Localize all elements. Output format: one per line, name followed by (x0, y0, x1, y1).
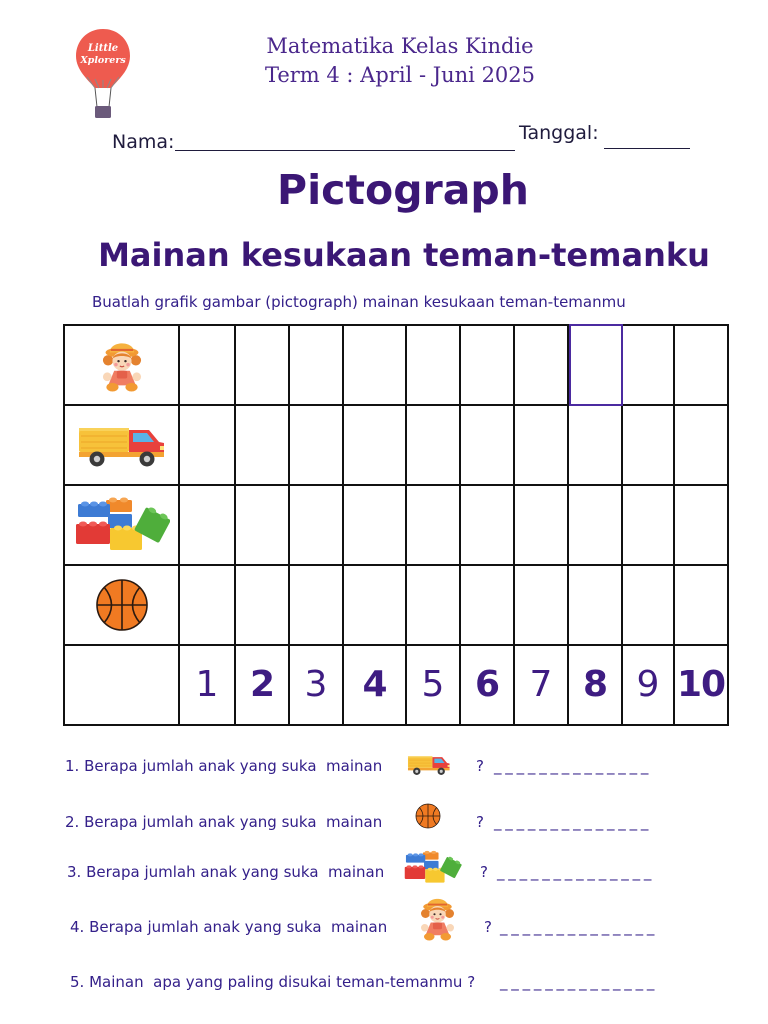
pictograph-grid-body (64, 325, 728, 725)
question-mark: ? (480, 863, 488, 881)
truck-icon (407, 753, 451, 776)
number-cell (460, 645, 514, 725)
tally-cell (568, 405, 622, 485)
column-number: 4 (362, 664, 387, 705)
question-text: 5. Mainan apa yang paling disukai teman-temanmu ? (70, 973, 476, 991)
question-text: 2. Berapa jumlah anak yang suka mainan (65, 813, 383, 831)
logo-text-line2: Xplorers (80, 55, 126, 66)
tally-cell (622, 325, 674, 405)
column-number: 9 (636, 664, 660, 705)
header-course: Matematika Kelas Kindie (266, 34, 534, 58)
question-5 (0, 972, 768, 992)
column-number: 1 (195, 664, 219, 705)
number-cell (289, 645, 343, 725)
question-4 (0, 917, 768, 937)
question-mark: ? (476, 757, 484, 775)
worksheet-header (200, 32, 600, 90)
tally-cell (235, 325, 289, 405)
basketball-icon (95, 578, 149, 632)
number-row-corner-cell (64, 645, 179, 725)
tally-cell (235, 405, 289, 485)
column-number: 8 (582, 664, 608, 705)
column-number: 5 (421, 664, 445, 705)
number-cell (235, 645, 289, 725)
tally-cell (460, 565, 514, 645)
tally-cell (343, 405, 406, 485)
tally-cell (343, 485, 406, 565)
tally-cell (289, 565, 343, 645)
hot-air-balloon-logo (73, 27, 133, 121)
tally-cell (460, 405, 514, 485)
pictograph-row (64, 405, 728, 485)
question-text: 4. Berapa jumlah anak yang suka mainan (70, 918, 388, 936)
tally-cell (514, 485, 568, 565)
question-2 (0, 812, 768, 832)
tally-cell (406, 485, 460, 565)
question-1 (0, 756, 768, 776)
tally-cell (568, 485, 622, 565)
logo-text-line1: Little (87, 43, 119, 54)
tally-cell (622, 405, 674, 485)
number-cell (179, 645, 235, 725)
column-number: 3 (304, 664, 328, 705)
date-blank-line (604, 148, 690, 149)
tally-cell (674, 565, 728, 645)
date-label: Tanggal: (519, 122, 599, 144)
number-cell (674, 645, 728, 725)
page-subtitle: Mainan kesukaan teman-temanku (98, 236, 710, 274)
column-number: 2 (249, 664, 275, 705)
column-number: 6 (474, 664, 500, 705)
tally-cell (179, 565, 235, 645)
answer-blank: ______________ (500, 918, 659, 936)
tally-cell (235, 565, 289, 645)
pictograph-row (64, 565, 728, 645)
answer-blank: ______________ (494, 757, 653, 775)
row-icon-cell (64, 325, 179, 405)
name-label: Nama: (112, 131, 175, 153)
question-text: 3. Berapa jumlah anak yang suka mainan (67, 863, 385, 881)
number-cell (568, 645, 622, 725)
truck-icon (77, 422, 167, 468)
tally-cell (514, 565, 568, 645)
tally-cell (179, 405, 235, 485)
lego-blocks-icon (403, 850, 462, 885)
question-mark: ? (476, 813, 484, 831)
tally-cell (179, 325, 235, 405)
tally-cell (406, 325, 460, 405)
column-number: 10 (676, 664, 726, 705)
tally-cell (460, 325, 514, 405)
question-mark: ? (484, 918, 492, 936)
tally-cell (179, 485, 235, 565)
tally-cell (289, 485, 343, 565)
tally-cell (674, 325, 728, 405)
doll-icon (415, 893, 460, 943)
answer-blank: ______________ (497, 863, 656, 881)
tally-cell (289, 325, 343, 405)
basketball-icon (415, 803, 441, 829)
number-row (64, 645, 728, 725)
tally-cell (622, 565, 674, 645)
number-cell (406, 645, 460, 725)
tally-cell (674, 405, 728, 485)
tally-cell (622, 485, 674, 565)
tally-cell (289, 405, 343, 485)
column-number: 7 (529, 664, 553, 705)
pictograph-row (64, 325, 728, 405)
number-cell (343, 645, 406, 725)
tally-cell (406, 405, 460, 485)
header-term: Term 4 : April - Juni 2025 (264, 63, 536, 87)
answer-blank: ______________ (500, 973, 659, 991)
tally-cell (460, 485, 514, 565)
pictograph-grid (63, 324, 729, 726)
tally-cell (235, 485, 289, 565)
number-cell (622, 645, 674, 725)
answer-blank: ______________ (494, 813, 653, 831)
tally-cell (343, 325, 406, 405)
tally-cell (406, 565, 460, 645)
row-icon-cell (64, 565, 179, 645)
tally-cell (343, 565, 406, 645)
pictograph-row (64, 485, 728, 565)
lego-blocks-icon (74, 496, 170, 554)
doll-icon (96, 337, 148, 394)
tally-cell (568, 565, 622, 645)
question-text: 1. Berapa jumlah anak yang suka mainan (65, 757, 383, 775)
row-icon-cell (64, 485, 179, 565)
tally-cell (674, 485, 728, 565)
instruction-text: Buatlah grafik gambar (pictograph) mainan kesukaan teman-temanmu (92, 293, 626, 311)
question-3 (0, 862, 768, 882)
page-title: Pictograph (277, 166, 529, 214)
number-cell (514, 645, 568, 725)
tally-cell (514, 325, 568, 405)
name-blank-line (175, 150, 515, 151)
row-icon-cell (64, 405, 179, 485)
tally-cell (514, 405, 568, 485)
tally-cell-highlighted (568, 325, 622, 405)
